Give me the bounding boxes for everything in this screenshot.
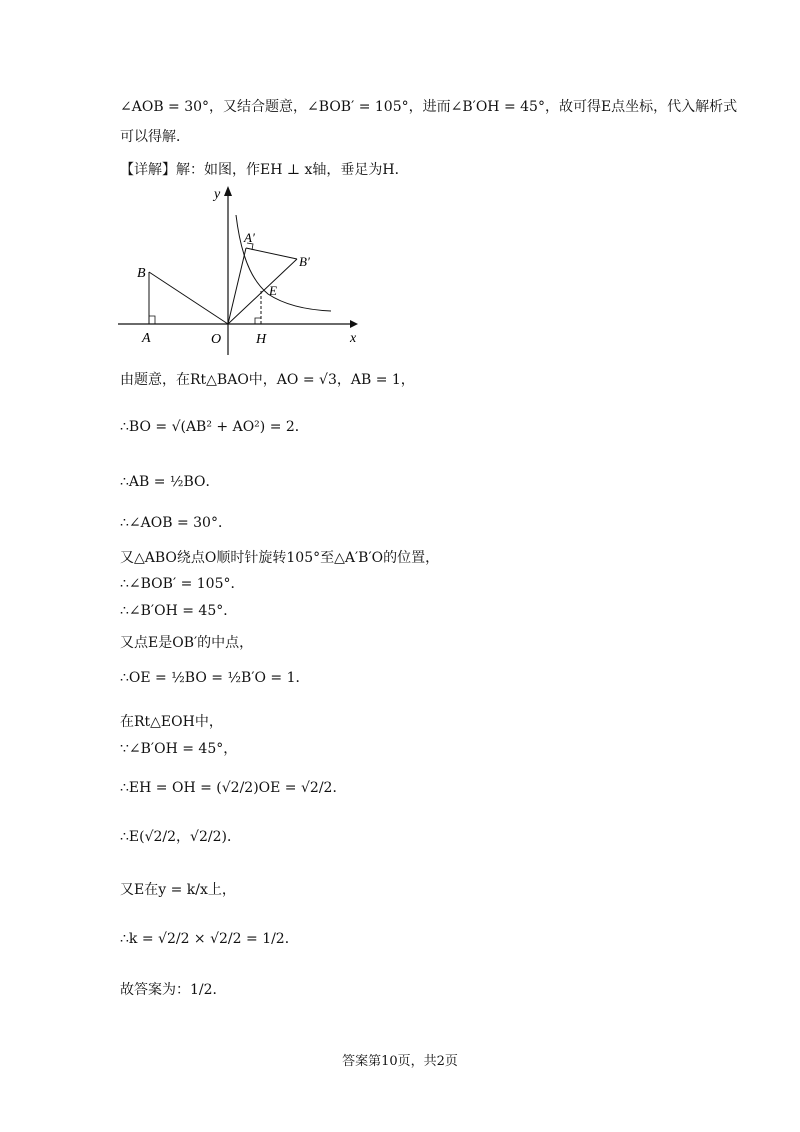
text-line-1 xyxy=(120,97,737,117)
text-l8: 又△ABO绕点O顺时针旋转105°至△A′B′O的位置， xyxy=(120,550,440,566)
right-angle-a xyxy=(149,316,155,324)
text-l9: ∴∠BOB′ = 105°． xyxy=(120,576,245,592)
label-e: E xyxy=(269,283,277,298)
text-line-3 xyxy=(120,160,409,180)
text-l13: 在Rt△EOH中， xyxy=(120,714,223,730)
text-l15: ∴EH = OH = (√2/2)OE = √2/2． xyxy=(120,780,347,796)
label-a: A xyxy=(142,331,151,346)
text-line-12 xyxy=(120,668,310,688)
page-footer: 答案第10页，共2页 xyxy=(342,1054,458,1069)
text-l14: ∵∠B′OH = 45°， xyxy=(120,741,238,757)
text-line-5 xyxy=(120,417,309,437)
label-b-prime: B′ xyxy=(299,254,310,269)
text-line-17 xyxy=(120,880,236,900)
label-a-prime: A′ xyxy=(244,230,255,245)
text-l1: ∠AOB = 30°，又结合题意，∠BOB′ = 105°，进而∠B′OH = 45°，故可得E点坐标，代入解析式 xyxy=(120,99,738,115)
geometry-figure xyxy=(118,180,368,365)
segment-oa-prime xyxy=(228,248,246,324)
text-l4: 由题意，在Rt△BAO中，AO = √3，AB = 1， xyxy=(120,372,415,388)
text-line-4 xyxy=(120,370,415,390)
text-l6: ∴AB = ½BO． xyxy=(120,474,220,490)
text-l19: 故答案为：1/2． xyxy=(120,982,227,998)
text-line-14 xyxy=(120,739,237,759)
text-line-13 xyxy=(120,712,223,732)
text-line-9 xyxy=(120,574,244,594)
text-line-19 xyxy=(120,980,227,1000)
text-line-11 xyxy=(120,633,253,653)
text-line-8 xyxy=(120,548,439,568)
text-l2: 可以得解． xyxy=(120,129,190,145)
text-line-2 xyxy=(120,127,190,147)
text-line-10 xyxy=(120,601,237,621)
text-l7: ∴∠AOB = 30°． xyxy=(120,515,232,531)
label-y: y xyxy=(214,187,221,202)
text-l16: ∴E(√2/2，√2/2)． xyxy=(120,829,241,845)
text-line-15 xyxy=(120,778,346,798)
segment-a-prime-b-prime xyxy=(246,248,297,259)
right-angle-h xyxy=(255,318,261,324)
label-h: H xyxy=(256,332,267,347)
text-line-18 xyxy=(120,929,299,949)
text-l10: ∴∠B′OH = 45°． xyxy=(120,603,238,619)
text-l11: 又点E是OB′的中点， xyxy=(120,635,254,651)
text-l18: ∴k = √2/2 × √2/2 = 1/2． xyxy=(120,931,299,947)
text-l12: ∴OE = ½BO = ½B′O = 1． xyxy=(120,670,310,686)
text-line-7 xyxy=(120,513,232,533)
text-line-16 xyxy=(120,827,241,847)
segment-ob-prime xyxy=(228,259,297,324)
label-b: B xyxy=(137,266,146,281)
y-axis-arrow xyxy=(224,186,232,196)
text-l5: ∴BO = √(AB² + AO²) = 2． xyxy=(120,419,309,435)
label-x: x xyxy=(350,331,357,346)
text-l3: 【详解】解：如图，作EH ⊥ x轴，垂足为H． xyxy=(120,162,409,178)
x-axis-arrow xyxy=(350,320,358,328)
label-o: O xyxy=(211,332,222,347)
text-l17: 又E在y = k/x上， xyxy=(120,882,236,898)
segment-bo xyxy=(149,272,228,324)
text-line-6 xyxy=(120,472,220,492)
